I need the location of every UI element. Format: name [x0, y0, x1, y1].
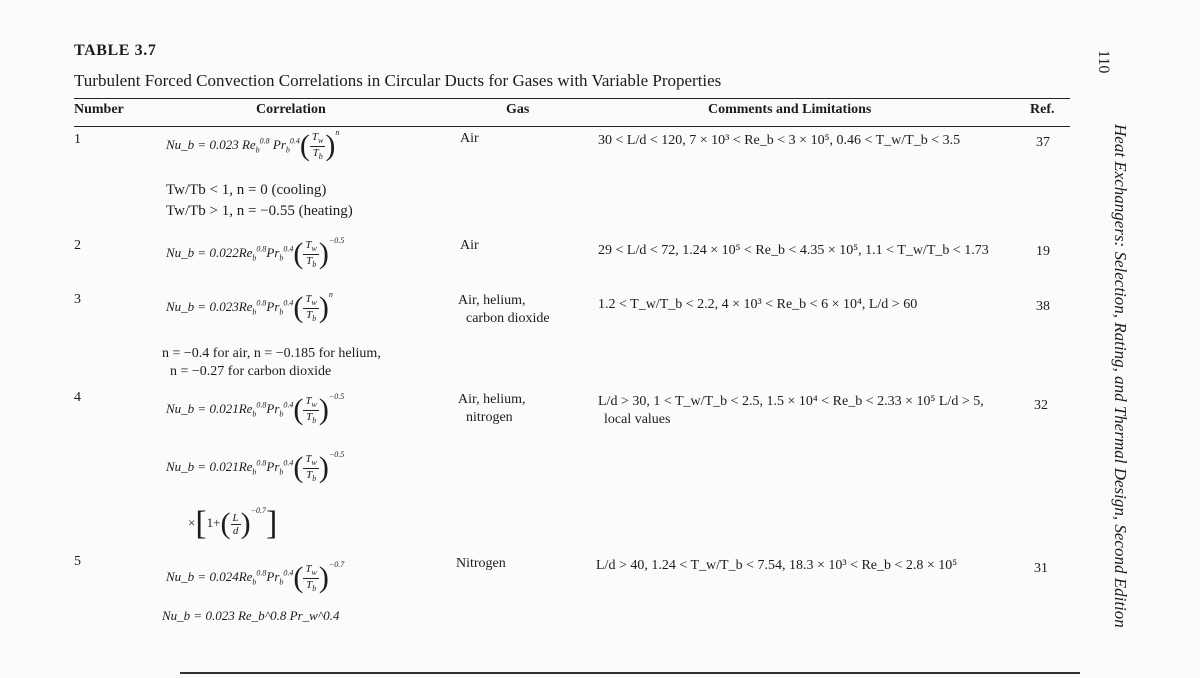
row-4-ref: 32	[1034, 398, 1048, 413]
table-top-rule	[74, 98, 1070, 99]
row-4-gas-line2: nitrogen	[466, 410, 513, 425]
row-5-comments: L/d > 40, 1.24 < T_w/T_b < 7.54, 18.3 × 10³ < Re_b < 2.8 × 10⁵	[596, 558, 958, 573]
row-1-correlation: Nu_b = 0.023 $Re_b^{0.8}$ $Pr_b^{0.4}$( $\frac{T_w}{T_b}$ )$^n$	[166, 128, 340, 163]
row-2-number: 2	[74, 238, 81, 253]
eq-coef: Nu_b = 0.022	[166, 245, 239, 260]
row-2-correlation: Nu_b = $0.022Re_b^{0.8}Pr_b^{0.4}$( $\frac{T_w}{T_b}$ )$^{-0.5}$	[166, 236, 345, 271]
header-gas: Gas	[506, 102, 530, 117]
row-5-number: 5	[74, 554, 81, 569]
header-correlation: Correlation	[256, 102, 326, 117]
eq-coef: Nu_b = 0.021	[166, 459, 239, 474]
eq-coef: Nu_b = 0.023	[166, 137, 239, 152]
row-2-ref: 19	[1036, 244, 1050, 259]
table-label: TABLE 3.7	[74, 42, 157, 59]
book-title: Heat Exchangers: Selection, Rating, and Thermal Design, Second Edition	[1111, 124, 1130, 628]
row-3-correlation: Nu_b = $0.023Re_b^{0.8}Pr_b^{0.4}$( $\frac{T_w}{T_b}$ )$^n$	[166, 290, 333, 325]
row-1-comments: 30 < L/d < 120, 7 × 10³ < Re_b < 3 × 10⁵, 0.46 < T_w/T_b < 3.5	[598, 133, 961, 148]
row-4-comments-line1: L/d > 30, 1 < T_w/T_b < 2.5, 1.5 × 10⁴ < Re_b < 2.33 × 10⁵ L/d > 5,	[598, 394, 984, 409]
row-3-number: 3	[74, 292, 81, 307]
row-3-ref: 38	[1036, 299, 1050, 314]
row-2-gas: Air	[460, 238, 479, 253]
row-5-gas: Nitrogen	[456, 556, 506, 571]
header-ref: Ref.	[1030, 102, 1055, 117]
table-header-rule	[74, 126, 1070, 127]
page-number: 110	[1095, 50, 1112, 74]
eq-coef: Nu_b = 0.023	[166, 299, 239, 314]
row-1-ref: 37	[1036, 135, 1050, 150]
row-1-number: 1	[74, 132, 81, 147]
row-3-gas-line2: carbon dioxide	[466, 311, 550, 326]
row-4-correlation-factor: ×[1+( $\frac{L}{d}$ )$^{-0.7}$]	[188, 505, 278, 543]
row-4-correlation-2: Nu_b = $0.021Re_b^{0.8}Pr_b^{0.4}$( $\frac{T_w}{T_b}$ )$^{-0.5}$	[166, 450, 345, 485]
row-2-comments: 29 < L/d < 72, 1.24 × 10⁵ < Re_b < 4.35 × 10⁵, 1.1 < T_w/T_b < 1.73	[598, 243, 989, 258]
eq-coef: Nu_b = 0.024	[166, 569, 239, 584]
row-1-note-cooling: Tw/Tb < 1, n = 0 (cooling)	[166, 182, 327, 198]
header-comments: Comments and Limitations	[708, 102, 872, 117]
eq-coef: Nu_b = 0.021	[166, 401, 239, 416]
row-4-comments-line2: local values	[604, 412, 671, 427]
row-1-gas: Air	[460, 131, 479, 146]
row-4-gas-line1: Air, helium,	[458, 392, 526, 407]
row-1-note-heating: Tw/Tb > 1, n = −0.55 (heating)	[166, 203, 353, 219]
header-number: Number	[74, 102, 124, 117]
row-4-number: 4	[74, 390, 81, 405]
row-3-note-exponents: n = −0.4 for air, n = −0.185 for helium,	[162, 346, 381, 361]
page-bottom-edge	[180, 672, 1080, 674]
row-5-correlation: Nu_b = $0.024Re_b^{0.8}Pr_b^{0.4}$( $\frac{T_w}{T_b}$ )$^{-0.7}$	[166, 560, 345, 595]
row-5-ref: 31	[1034, 561, 1048, 576]
row-5-correlation-2: Nu_b = 0.023 Re_b^0.8 Pr_w^0.4	[162, 608, 340, 623]
row-4-correlation: Nu_b = $0.021Re_b^{0.8}Pr_b^{0.4}$( $\frac{T_w}{T_b}$ )$^{-0.5}$	[166, 392, 345, 427]
row-3-note-co2: n = −0.27 for carbon dioxide	[170, 364, 332, 379]
table-title: Turbulent Forced Convection Correlations in Circular Ducts for Gases with Variable Properties	[74, 71, 722, 90]
row-3-comments: 1.2 < T_w/T_b < 2.2, 4 × 10³ < Re_b < 6 × 10⁴, L/d > 60	[598, 297, 918, 312]
row-3-gas-line1: Air, helium,	[458, 293, 526, 308]
